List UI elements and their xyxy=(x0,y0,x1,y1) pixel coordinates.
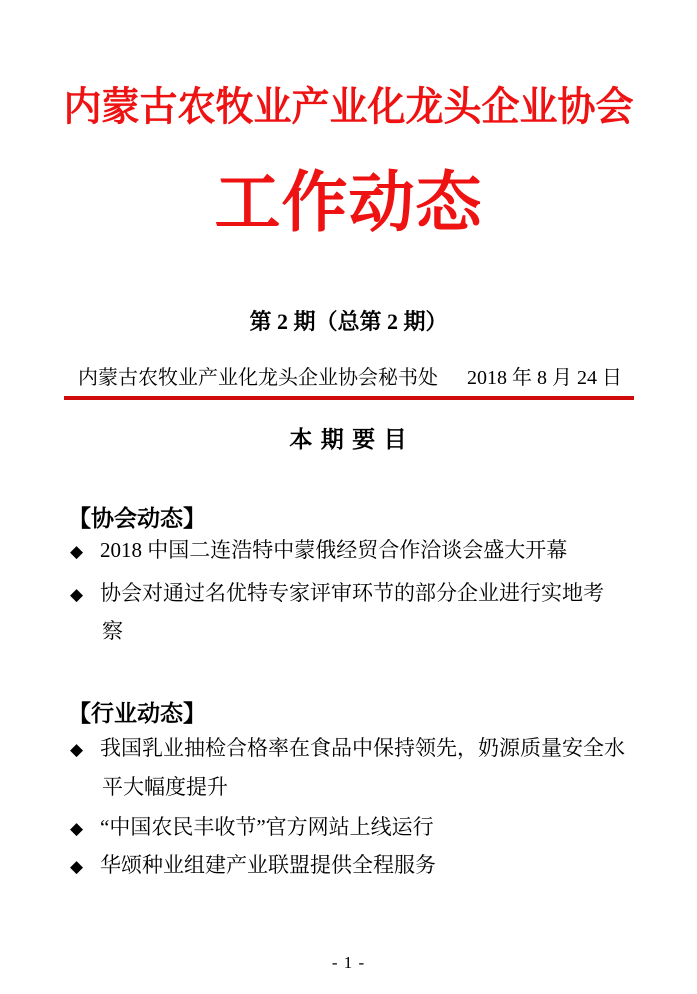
toc-item xyxy=(70,814,639,842)
toc-item xyxy=(70,537,639,565)
red-divider-rule xyxy=(64,396,634,400)
toc-item xyxy=(70,852,639,880)
masthead-title: 工作动态 xyxy=(214,167,483,240)
diamond-bullet-icon: ◆ xyxy=(70,819,84,838)
section-heading-association: 【协会动态】 xyxy=(68,505,206,531)
toc-item-text: 我国乳业抽检合格率在食品中保持领先，奶源质量安全水 xyxy=(100,736,625,760)
contents-title: 本 期 要 目 xyxy=(289,426,408,452)
toc-item-continuation: 平大幅度提升 xyxy=(102,775,228,799)
toc-item-text: 2018 中国二连浩特中蒙俄经贸合作洽谈会盛大开幕 xyxy=(100,538,568,562)
toc-item xyxy=(70,735,639,763)
publisher-row xyxy=(78,361,622,390)
diamond-bullet-icon: ◆ xyxy=(70,740,84,759)
diamond-bullet-icon: ◆ xyxy=(70,585,84,604)
section-heading-industry: 【行业动态】 xyxy=(68,700,206,726)
diamond-bullet-icon: ◆ xyxy=(70,857,84,876)
toc-item xyxy=(70,580,639,608)
diamond-bullet-icon: ◆ xyxy=(70,542,84,561)
toc-item-text: “中国农民丰收节”官方网站上线运行 xyxy=(100,815,434,839)
toc-item-continuation: 察 xyxy=(102,619,123,643)
masthead-org-title: 内蒙古农牧业产业化龙头企业协会 xyxy=(63,84,634,129)
toc-item-text: 华颂种业组建产业联盟提供全程服务 xyxy=(100,853,436,877)
issue-number-line: 第 2 期（总第 2 期） xyxy=(249,309,448,334)
publish-date: 2018 年 8 月 24 日 xyxy=(467,367,622,389)
page-number: - 1 - xyxy=(331,953,366,972)
publisher-name: 内蒙古农牧业产业化龙头企业协会秘书处 xyxy=(78,367,438,389)
toc-item-text: 协会对通过名优特专家评审环节的部分企业进行实地考 xyxy=(100,581,604,605)
